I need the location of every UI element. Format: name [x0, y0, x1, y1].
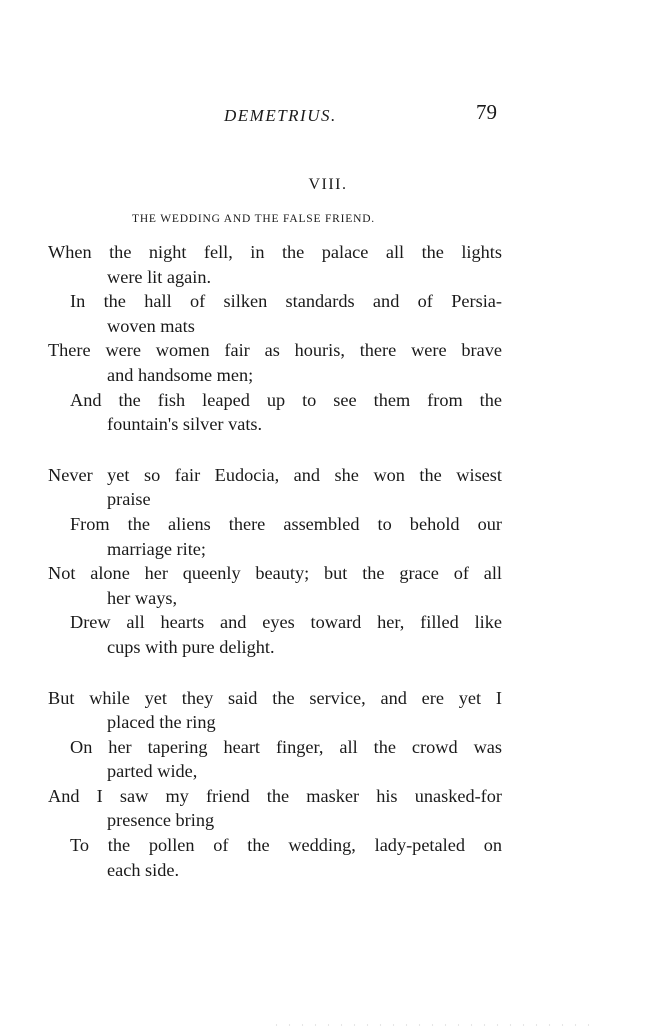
- verse-line-text: Drew all hearts and eyes toward her, filled like: [70, 612, 502, 633]
- verse-line-continuation: placed the ring: [107, 712, 216, 733]
- section-title: THE WEDDING AND THE FALSE FRIEND.: [132, 213, 375, 225]
- verse-line: [48, 463, 502, 512]
- verse-line: [48, 289, 502, 338]
- verse-line: [48, 561, 502, 610]
- running-head: [0, 100, 648, 130]
- verse-line: [48, 610, 502, 659]
- verse-line-text: In the hall of silken standards and of Persia-: [70, 291, 502, 312]
- verse-line-text: From the aliens there assembled to behold our: [70, 513, 502, 534]
- verse-line: [48, 240, 502, 289]
- verse-line-text: There were women fair as houris, there were brave: [48, 340, 502, 361]
- verse-line: [48, 388, 502, 437]
- verse-line-text: But while yet they said the service, and ere yet I: [48, 687, 502, 708]
- verse-line-continuation: parted wide,: [107, 761, 198, 782]
- verse-line: [48, 338, 502, 387]
- verse-line-continuation: each side.: [107, 859, 180, 880]
- verse-line: [48, 735, 502, 784]
- stanza: [48, 686, 502, 883]
- verse-line-continuation: cups with pure delight.: [107, 636, 275, 657]
- verse-line-text: On her tapering heart finger, all the crowd was: [70, 736, 502, 757]
- verse-line-continuation: her ways,: [107, 587, 178, 608]
- section-number: VIII.: [308, 176, 348, 193]
- verse-line-text: Never yet so fair Eudocia, and she won the wisest: [48, 464, 502, 485]
- stanza: [48, 240, 502, 437]
- verse-line: [48, 784, 502, 833]
- scan-artifact-dots: [270, 1024, 600, 1026]
- verse-line-text: Not alone her queenly beauty; but the grace of all: [48, 563, 502, 584]
- verse-line-continuation: marriage rite;: [107, 538, 206, 559]
- stanza: [48, 463, 502, 660]
- verse-line-continuation: were lit again.: [107, 266, 212, 287]
- verse-line-continuation: and handsome men;: [107, 364, 254, 385]
- verse-line-continuation: praise: [107, 489, 151, 510]
- verse-line-text: When the night fell, in the palace all the lights: [48, 242, 502, 262]
- poem-body: [48, 240, 502, 908]
- verse-line: [48, 833, 502, 882]
- verse-line: [48, 512, 502, 561]
- verse-line-continuation: presence bring: [107, 810, 215, 831]
- verse-line-text: And I saw my friend the masker his unasked-for: [48, 785, 502, 806]
- running-title: DEMETRIUS.: [224, 106, 337, 125]
- page-number: 79: [476, 100, 497, 124]
- verse-line: [48, 686, 502, 735]
- verse-line-text: To the pollen of the wedding, lady-petaled on: [70, 835, 502, 856]
- verse-line-continuation: fountain's silver vats.: [107, 414, 263, 435]
- verse-line-continuation: woven mats: [107, 315, 195, 336]
- verse-line-text: And the fish leaped up to see them from the: [70, 389, 502, 410]
